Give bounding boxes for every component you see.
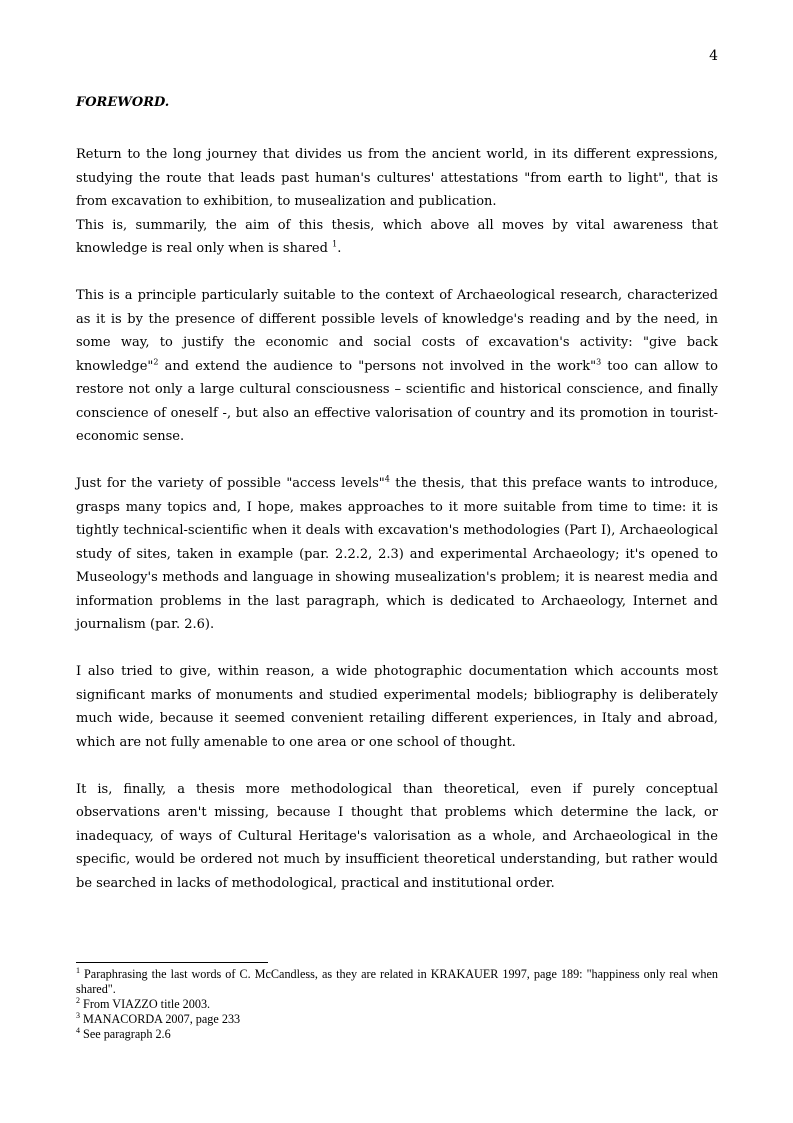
paragraph-aim-end: . bbox=[337, 241, 342, 256]
footnote-3 bbox=[76, 1012, 718, 1027]
paragraph-aim-text: This is, summarily, the aim of this thesis, which above all moves by vital awareness that knowledge is real only when is shared bbox=[76, 217, 718, 256]
paragraph-principle-part-c: too can allow to restore not only a large cultural consciousness – scientific and historical conscience, and finally conscience of oneself -, but also an effective valorisation of country and its promotion in tourist-economic sense. bbox=[76, 358, 718, 444]
paragraph-intro: Return to the long journey that divides us from the ancient world, in its different expressions, studying the route that leads past human's cultures' attestations "from earth to light", that is from excavation to exhibition, to musealization and publication. bbox=[76, 147, 718, 209]
footnote-ref-2[interactable]: 2 bbox=[153, 357, 159, 367]
footnote-ref-4[interactable]: 4 bbox=[384, 474, 390, 484]
footnote-separator bbox=[76, 962, 268, 963]
footnote-number: 2 bbox=[76, 995, 80, 1005]
footnote-ref-3[interactable]: 3 bbox=[596, 357, 602, 367]
footnote-2 bbox=[76, 997, 718, 1012]
paragraph-aim bbox=[76, 214, 718, 261]
paragraph-documentation: I also tried to give, within reason, a wide photographic documentation which accounts most significant marks of monuments and studied experimental models; bibliography is deliberately much wide, because it seemed convenient retailing different experiences, in Italy and abroad, which are not fully amenable to one area or one school of thought. bbox=[76, 664, 718, 750]
footnote-ref-1[interactable]: 1 bbox=[332, 239, 338, 249]
paragraph-access-levels-part-b: the thesis, that this preface wants to introduce, grasps many topics and, I hope, makes approaches to it more suitable from time to time: it is tightly technical-scientific when it deals with excavation's methodologies (Part I), Archaeological study of sites, taken in example (par. 2.2.2, 2.3) and experimental Archaeology; it's opened to Museology's methods and language in showing musealization's problem; it is nearest media and information problems in the last paragraph, which is dedicated to Archaeology, Internet and journalism (par. 2.6). bbox=[76, 476, 719, 632]
footnote-text: Paraphrasing the last words of C. McCandless, as they are related in KRAKAUER 1997, page 189: "happiness only real when shared". bbox=[76, 967, 718, 996]
paragraph-principle-part-a: This is a principle particularly suitable to the context of Archaeological research, characterized as it is by the presence of different possible levels of knowledge's reading and by the need, in some way, to justify the economic and social costs of excavation's activity: "give back knowledge" bbox=[76, 288, 718, 374]
paragraph-principle-part-b: and extend the audience to "persons not involved in the work" bbox=[158, 358, 597, 374]
body-text bbox=[76, 143, 718, 919]
footnote-number: 3 bbox=[76, 1010, 80, 1020]
footnote-text: From VIAZZO title 2003. bbox=[80, 997, 211, 1011]
footnote-1 bbox=[76, 967, 718, 997]
paragraph-principle bbox=[76, 284, 718, 449]
footnote-text: MANACORDA 2007, page 233 bbox=[80, 1012, 241, 1026]
footnote-number: 4 bbox=[76, 1025, 80, 1035]
paragraph-methodology: It is, finally, a thesis more methodological than theoretical, even if purely conceptual observations aren't missing, because I thought that problems which determine the lack, or inadequacy, of ways of Cultural Heritage's valorisation as a whole, and Archaeological in the specific, would be ordered not much by insufficient theoretical understanding, but rather would be searched in lacks of methodological, practical and institutional order. bbox=[76, 781, 718, 891]
paragraph-access-levels-part-a: Just for the variety of possible "access levels" bbox=[76, 476, 385, 491]
paragraph-access-levels bbox=[76, 472, 718, 637]
section-heading: FOREWORD. bbox=[76, 95, 170, 110]
footnote-text: See paragraph 2.6 bbox=[80, 1027, 171, 1041]
footnote-4 bbox=[76, 1027, 718, 1042]
page-number: 4 bbox=[709, 48, 718, 64]
footnotes bbox=[76, 967, 718, 1042]
footnote-number: 1 bbox=[76, 965, 80, 975]
